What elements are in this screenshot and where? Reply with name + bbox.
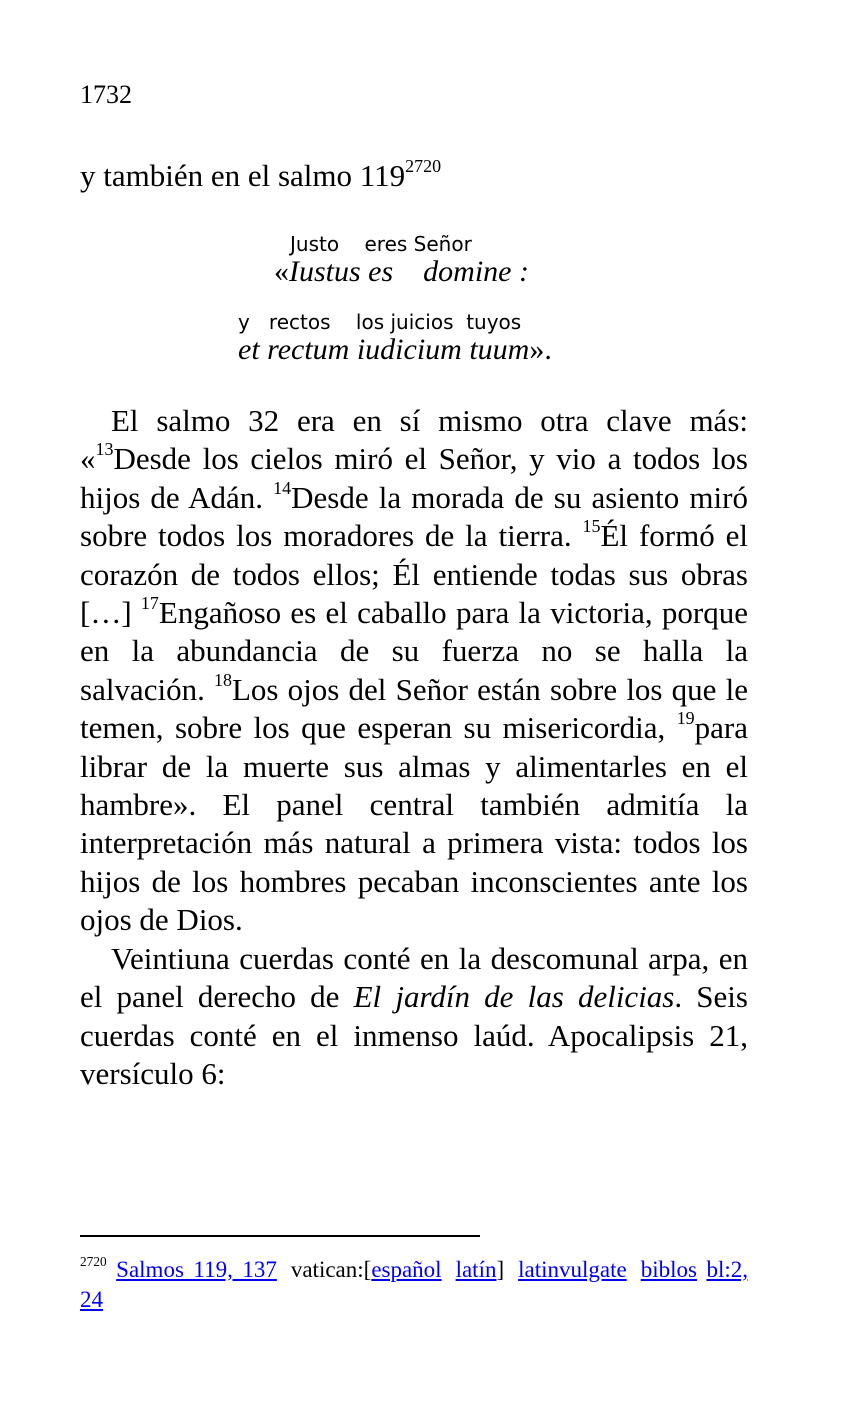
verse-number: 14 <box>273 477 292 498</box>
link-bl[interactable]: bl:2, 24 <box>80 1257 748 1312</box>
link-espanol[interactable]: español <box>371 1257 442 1282</box>
link-biblos[interactable]: biblos <box>640 1257 697 1282</box>
verse-number: 13 <box>95 439 114 460</box>
link-salmos[interactable]: Salmos 119, 137 <box>116 1257 277 1282</box>
footnote-number: 2720 <box>80 1254 107 1270</box>
latin-text-2: et rectum iudicium tuum <box>238 333 530 366</box>
footnote <box>80 1255 748 1315</box>
close-quote: ». <box>529 333 552 366</box>
body-text <box>80 402 748 1093</box>
verse-number: 17 <box>140 593 159 614</box>
paragraph-harp: Veintiuna cuerdas conté en la descomunal arpa, en el panel derecho de El jardín de las delicias. Seis cuerdas conté en el inmenso laúd. Apocalipsis 21, versículo 6: <box>80 940 748 1091</box>
footnote-separator <box>80 1235 480 1237</box>
verse-number: 15 <box>582 516 601 537</box>
vatican-label: vatican:[ <box>290 1257 372 1282</box>
verse-gloss-2: y rectos los juicios tuyos <box>238 310 522 334</box>
link-latinvulgate[interactable]: latinvulgate <box>518 1257 627 1282</box>
vatican-bracket-close: ] <box>496 1257 505 1282</box>
open-quote: « <box>274 255 289 288</box>
latin-text-1: Iustus es domine : <box>289 255 529 288</box>
verse-number: 19 <box>676 708 695 729</box>
verse-latin-1 <box>274 254 529 290</box>
verse-gloss-1: Justo eres Señor <box>290 232 472 256</box>
page-number: 1732 <box>80 80 132 109</box>
intro-text: y también en el salmo 119 <box>80 158 406 193</box>
verse-number: 18 <box>214 669 232 690</box>
link-latin[interactable]: latín <box>455 1257 497 1282</box>
footnote-reference[interactable]: 2720 <box>405 155 442 176</box>
artwork-title: El jardín de las delicias <box>353 979 675 1015</box>
paragraph-psalm-32: El salmo 32 era en sí mismo otra clave más: «$^{13}$Desde los cielos miró el Señor, y vio a todos los hijos de Adán. $^{14}$Desde la morada de su asiento miró sobre todos los moradores de la tierra. $^{15}$Él formó el corazón de todos ellos; Él entiende todas sus obras […] $^{17}$Engañoso es el caballo para la victoria, porque en la abundancia de su fuerza no se halla la salvación. $^{18}$Los ojos del Señor están sobre los que le temen, sobre los que esperan su misericordia, $^{19}$para librar de la muerte sus almas y alimentarles en el hambre». El panel central también admitía la interpretación más natural a primera vista: todos los hijos de los hombres pecaban inconscientes ante los ojos de Dios. <box>80 403 748 938</box>
intro-line <box>80 157 441 195</box>
verse-latin-2 <box>238 332 552 368</box>
